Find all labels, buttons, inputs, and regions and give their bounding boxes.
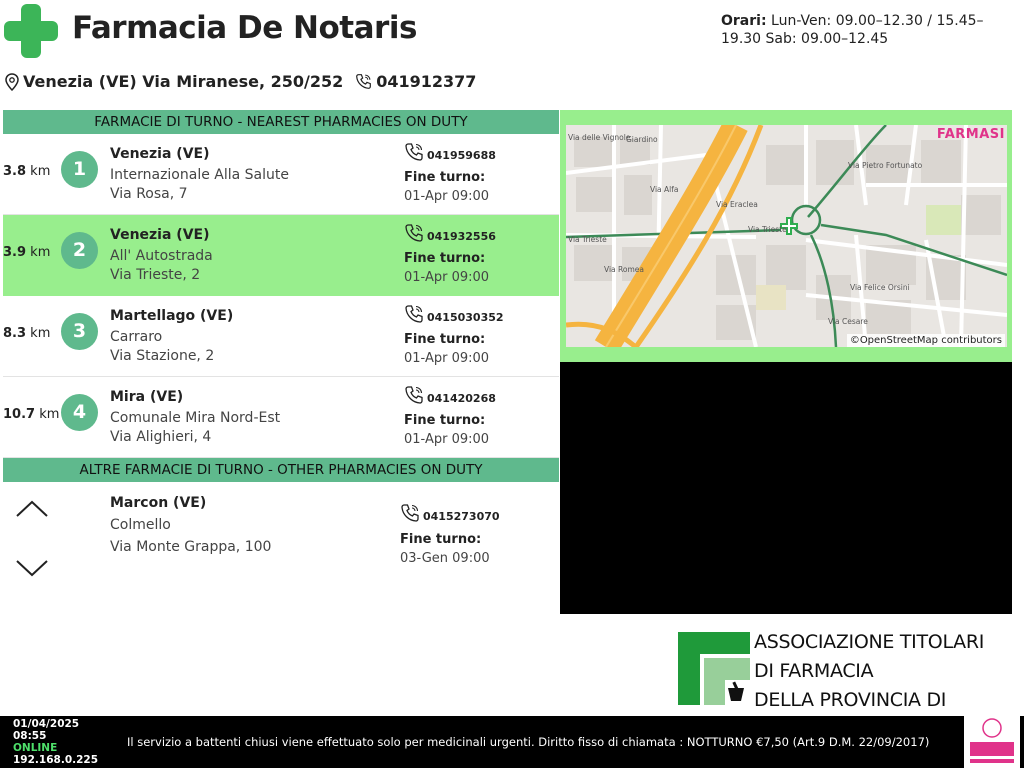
footer-bar (0, 716, 1024, 768)
distance: 3.8 km (3, 164, 51, 179)
map-street-label: Via Alfa (650, 185, 679, 194)
fine-turno-label: Fine turno: (404, 170, 486, 185)
pin-icon (4, 73, 20, 91)
pharmacy-city: Venezia (VE) (110, 227, 210, 243)
fine-turno-label: Fine turno: (404, 251, 486, 266)
pharmacy-row-1[interactable] (3, 134, 559, 215)
other-fine-turno-label: Fine turno: (400, 532, 482, 547)
other-fine-turno-value: 03-Gen 09:00 (400, 551, 490, 566)
pharmacy-phone: 041932556 (404, 223, 496, 243)
association-name: ASSOCIAZIONE TITOLARI DI FARMACIA DELLA PROVINCIA DI (754, 631, 985, 711)
rank-badge: 2 (61, 232, 98, 269)
green-cross-icon (4, 4, 58, 58)
distance: 8.3 km (3, 326, 51, 341)
pharmacy-name: Internazionale Alla Salute (110, 167, 289, 183)
map-street-label: Via Romea (604, 265, 645, 274)
nearest-section-title: FARMACIE DI TURNO - NEAREST PHARMACIES ON DUTY (3, 110, 559, 134)
fine-turno-value: 01-Apr 09:00 (404, 189, 490, 204)
pharmacy-phone: 041420268 (404, 385, 496, 405)
map-street-label: Via Trieste (568, 235, 607, 244)
association-logo-icon (678, 632, 750, 705)
map-street-label: Via delle Vignole (568, 133, 631, 142)
rank-badge: 4 (61, 394, 98, 431)
opening-hours (721, 12, 1011, 48)
pharmacy-street: Via Trieste, 2 (110, 267, 201, 283)
map-street-label: Via Felice Orsini (850, 283, 910, 292)
rank-badge: 1 (61, 151, 98, 188)
map-attribution[interactable]: ©OpenStreetMap contributors (847, 334, 1005, 347)
ip-address: 192.168.0.225 (13, 754, 99, 766)
other-pharmacy-street: Via Monte Grappa, 100 (110, 539, 272, 555)
phone-icon (404, 385, 424, 405)
chevron-down-icon[interactable] (14, 556, 50, 580)
map-street-label: Via Cesare (828, 317, 868, 326)
distance: 10.7 km (3, 407, 60, 422)
hours-text: Lun-Ven: 09.00–12.30 / 15.45–19.30 Sab: 09.00–12.45 (721, 13, 984, 47)
pharmacy-name: Comunale Mira Nord-Est (110, 410, 281, 426)
pharmacy-city: Venezia (VE) (110, 146, 210, 162)
other-pharmacy-phone: 0415273070 (400, 503, 500, 523)
fine-turno-value: 01-Apr 09:00 (404, 432, 490, 447)
phone-icon (404, 223, 424, 243)
fine-turno-value: 01-Apr 09:00 (404, 351, 490, 366)
chevron-up-icon[interactable] (14, 496, 50, 520)
map-street-label: Giardino (626, 135, 658, 144)
phone-icon (404, 142, 424, 162)
fine-turno-label: Fine turno: (404, 413, 486, 428)
pharmacy-row-4[interactable] (3, 377, 559, 458)
phone-icon (404, 304, 424, 324)
other-pharmacy-city: Marcon (VE) (110, 495, 207, 511)
pharmacy-name: All' Autostrada (110, 248, 213, 264)
map[interactable] (566, 125, 1007, 347)
pharmacy-name: Farmacia De Notaris (72, 10, 417, 46)
header (0, 0, 1024, 100)
media-panel (560, 362, 1012, 614)
pharmacy-city: Martellago (VE) (110, 308, 234, 324)
phone-icon (400, 503, 420, 523)
pharmacy-street: Via Stazione, 2 (110, 348, 215, 364)
pharmacy-phone: 041959688 (404, 142, 496, 162)
pharmacy-street: Via Alighieri, 4 (110, 429, 212, 445)
pharmacy-row-3[interactable] (3, 296, 559, 377)
address-text: Venezia (VE) Via Miranese, 250/252 (23, 72, 344, 91)
phone-icon (355, 73, 372, 90)
status-info (13, 718, 98, 766)
other-pharmacy-name: Colmello (110, 517, 171, 533)
farmasi-badge-icon (964, 716, 1020, 768)
fine-turno-value: 01-Apr 09:00 (404, 270, 490, 285)
pharmacy-row-2[interactable] (3, 215, 559, 296)
footer-time: 08:55 (13, 730, 47, 742)
map-street-label: Via Eraclea (716, 200, 758, 209)
map-street-label: Via Pietro Fortunato (848, 161, 923, 170)
pharmacy-phone: 0415030352 (404, 304, 504, 324)
pharmacy-street: Via Rosa, 7 (110, 186, 188, 202)
pharmacy-city: Mira (VE) (110, 389, 184, 405)
fine-turno-label: Fine turno: (404, 332, 486, 347)
header-phone: 041912377 (376, 72, 477, 91)
pharmacy-name: Carraro (110, 329, 163, 345)
map-street-label: Via Trieste (748, 225, 787, 234)
farmasi-map-logo: FARMASI (936, 127, 1005, 142)
online-status: ONLINE (13, 742, 58, 754)
address-row (4, 72, 476, 91)
rank-badge: 3 (61, 313, 98, 350)
service-notice: Il servizio a battenti chiusi viene effettuato solo per medicinali urgenti. Diritto fisso di chiamata : NOTTURNO €7,50 (Art.9 D.M. 22/09/2017) (127, 735, 930, 749)
distance: 3.9 km (3, 245, 51, 260)
footer-date: 01/04/2025 (13, 718, 80, 730)
hours-label: Orari: (721, 13, 767, 29)
map-streets (566, 125, 1007, 347)
other-section-title: ALTRE FARMACIE DI TURNO - OTHER PHARMACIES ON DUTY (3, 458, 559, 482)
